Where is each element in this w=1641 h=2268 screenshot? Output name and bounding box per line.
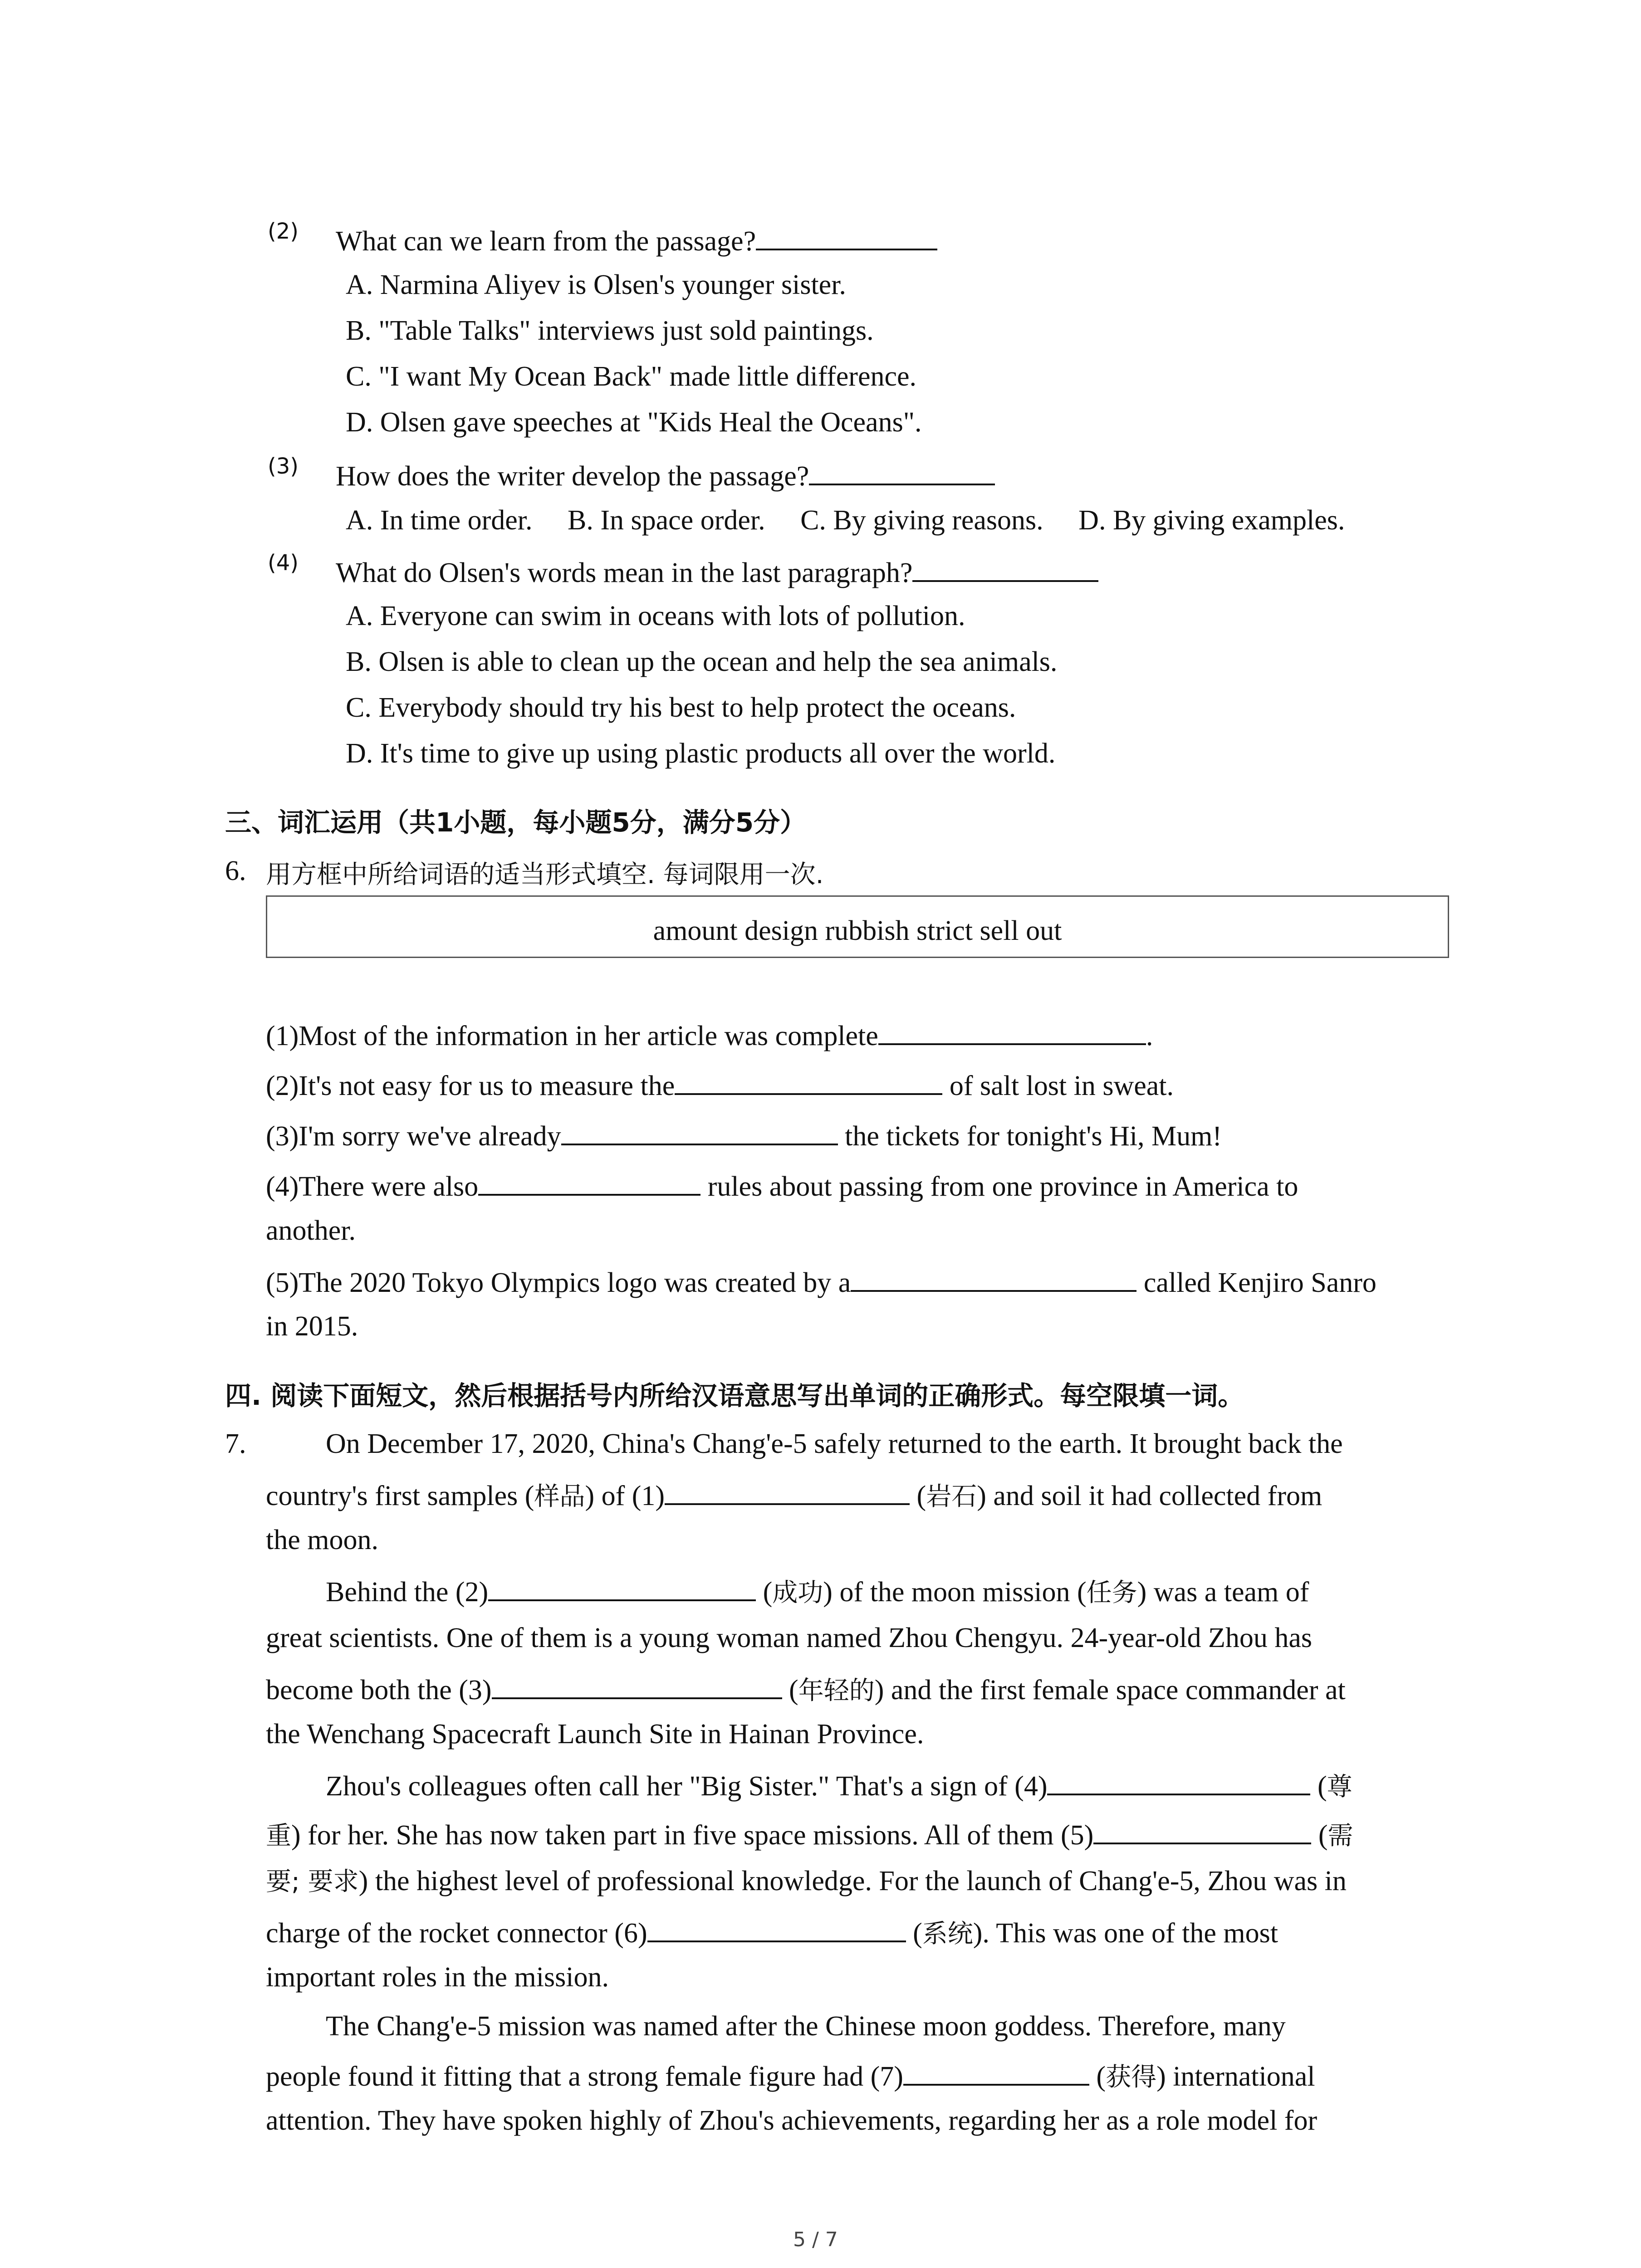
answer-blank[interactable] [665, 1480, 910, 1505]
answer-blank[interactable] [903, 2060, 1089, 2086]
answer-blank[interactable] [675, 1070, 942, 1095]
answer-blank[interactable] [647, 1917, 906, 1942]
fill-sentence-5: (5)The 2020 Tokyo Olympics logo was created by a called Kenjiro Sanro [266, 1267, 1376, 1298]
fill-sentence-4: (4)There were also rules about passing from one province in America to [266, 1171, 1298, 1202]
option-d: D. It's time to give up using plastic products all over the world. [346, 738, 1056, 769]
section-heading: 四. 阅读下面短文，然后根据括号内所给汉语意思写出单词的正确形式。每空限填一词。 [225, 1380, 1244, 1411]
option-b: B. "Table Talks" interviews just sold paintings. [346, 315, 874, 346]
options-row: A. In time order. B. In space order. C. By giving reasons. D. By giving examples. [346, 505, 1345, 536]
fill-sentence-2: (2)It's not easy for us to measure the of salt lost in sweat. [266, 1070, 1174, 1101]
question-instruction: 用方框中所给词语的适当形式填空. 每词限用一次. [266, 860, 824, 890]
passage-line: The Chang'e-5 mission was named after the Chinese moon goddess. Therefore, many [326, 2011, 1286, 2042]
question-stem: How does the writer develop the passage? [336, 460, 995, 490]
answer-blank[interactable] [878, 1020, 1146, 1045]
word-box [266, 895, 1449, 958]
option-a: A. Narmina Aliyev is Olsen's younger sister. [346, 269, 846, 300]
answer-blank[interactable] [756, 225, 937, 250]
passage-line: Behind the (2) (成功) of the moon mission (任务) was a team of [326, 1577, 1309, 1608]
passage-line: the Wenchang Spacecraft Launch Site in Hainan Province. [266, 1719, 924, 1750]
answer-blank[interactable] [1047, 1770, 1310, 1795]
question-number: 7. [225, 1428, 246, 1459]
word-box-words: amount design rubbish strict sell out [653, 915, 1062, 946]
passage-line: attention. They have spoken highly of Zhou's achievements, regarding her as a role model for [266, 2105, 1318, 2136]
option-d: D. Olsen gave speeches at "Kids Heal the Oceans". [346, 407, 922, 438]
question-number: (2) [268, 219, 299, 244]
option-c: C. Everybody should try his best to help protect the oceans. [346, 692, 1016, 723]
answer-blank[interactable] [809, 460, 995, 485]
passage-line: great scientists. One of them is a young woman named Zhou Chengyu. 24-year-old Zhou has [266, 1623, 1313, 1653]
fill-sentence-5-cont: in 2015. [266, 1311, 358, 1342]
fill-sentence-3: (3)I'm sorry we've already the tickets for tonight's Hi, Mum! [266, 1121, 1222, 1152]
passage-line: 要; 要求) the highest level of professional knowledge. For the launch of Chang'e-5, Zhou was in [266, 1866, 1347, 1897]
passage-line: people found it fitting that a strong female figure had (7) (获得) international [266, 2061, 1315, 2092]
page-number: 5 / 7 [793, 2228, 838, 2251]
answer-blank[interactable] [488, 1576, 756, 1601]
passage-line: charge of the rocket connector (6) (系统). This was one of the most [266, 1918, 1278, 1949]
answer-blank[interactable] [561, 1120, 838, 1145]
answer-blank[interactable] [1093, 1819, 1311, 1844]
passage-line: important roles in the mission. [266, 1962, 609, 1993]
option-a: A. Everyone can swim in oceans with lots of pollution. [346, 601, 965, 631]
fill-sentence-1: (1)Most of the information in her article was complete . [266, 1021, 1153, 1051]
answer-blank[interactable] [912, 557, 1098, 582]
option-c: C. "I want My Ocean Back" made little difference. [346, 361, 917, 392]
answer-blank[interactable] [492, 1674, 782, 1699]
section-heading: 三、词汇运用（共1小题，每小题5分，满分5分） [225, 807, 807, 838]
passage-line: country's first samples (样品) of (1) (岩石) and soil it had collected from [266, 1481, 1323, 1511]
question-number: (4) [268, 550, 299, 576]
passage-line: 重) for her. She has now taken part in five space missions. All of them (5) (需 [266, 1820, 1353, 1851]
answer-blank[interactable] [851, 1266, 1136, 1292]
option-b: B. Olsen is able to clean up the ocean and help the sea animals. [346, 646, 1058, 677]
question-stem: What can we learn from the passage? [336, 225, 937, 255]
passage-line: On December 17, 2020, China's Chang'e-5 safely returned to the earth. It brought back the [326, 1428, 1343, 1459]
question-number: 6. [225, 855, 246, 886]
answer-blank[interactable] [478, 1170, 700, 1196]
passage-line: the moon. [266, 1525, 378, 1555]
passage-line: become both the (3) (年轻的) and the first female space commander at [266, 1675, 1346, 1706]
passage-line: Zhou's colleagues often call her "Big Sister." That's a sign of (4) (尊 [326, 1771, 1352, 1802]
fill-sentence-4-cont: another. [266, 1215, 356, 1246]
question-stem: What do Olsen's words mean in the last paragraph? [336, 557, 1098, 587]
question-number: (3) [268, 454, 299, 479]
